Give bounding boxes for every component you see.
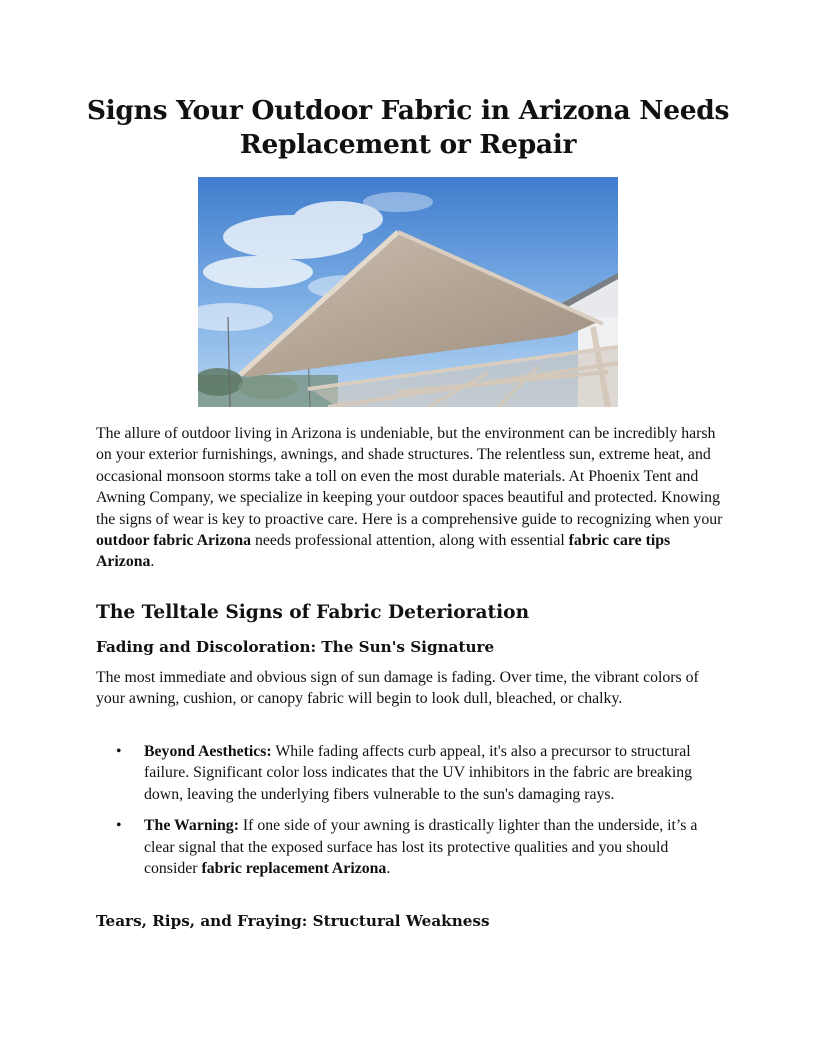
awning-illustration <box>198 177 618 407</box>
intro-text-1: The allure of outdoor living in Arizona is undeniable, but the environment can be incredibly harsh on your exterior furnishings, awnings, and shade structures. The relentless sun, extreme heat, and occasional monsoon storms take a toll on even the most durable materials. At Phoenix Tent and Awning Company, we specialize in keeping your outdoor spaces beautiful and protected. Knowing the signs of wear is key to proactive care. Here is a comprehensive guide to recognizing when your <box>96 425 723 528</box>
bullet-bold-keyword: fabric replacement Arizona <box>201 860 387 878</box>
intro-bold-keyword-1: outdoor fabric Arizona <box>96 532 252 550</box>
intro-text-2: needs professional attention, along with essential <box>251 532 569 550</box>
list-item <box>96 741 724 805</box>
intro-bold-keyword-2: fabric care tips Arizona <box>96 532 671 571</box>
intro-text-3: . <box>150 553 155 571</box>
bullet-tail: . <box>386 860 391 878</box>
bullet-label: The Warning: <box>144 817 239 835</box>
intro-paragraph <box>96 423 724 573</box>
fading-paragraph: The most immediate and obvious sign of sun damage is fading. Over time, the vibrant colors of your awning, cushion, or canopy fabric will begin to look dull, bleached, or chalky. <box>96 669 699 708</box>
list-item <box>96 815 724 879</box>
bullet-text: While fading affects curb appeal, it's also a precursor to structural failure. Significant color loss indicates that the UV inhibitors in the fabric are breaking down, leaving the underlying fibers vulnerable to the sun's damaging rays. <box>144 743 693 803</box>
section-heading: The Telltale Signs of Fabric Deterioration <box>96 602 530 623</box>
bullet-marker: • <box>116 743 122 760</box>
fading-bullet-list <box>96 741 724 889</box>
awning-photo <box>198 177 618 407</box>
document-title: Signs Your Outdoor Fabric in Arizona Needs Replacement or Repair <box>86 95 730 160</box>
bullet-text: If one side of your awning is drastically lighter than the underside, it’s a clear signal that the exposed surface has lost its protective qualities and you should consider <box>144 817 698 878</box>
bullet-label: Beyond Aesthetics: <box>144 743 272 760</box>
subsection-heading-fading: Fading and Discoloration: The Sun's Signature <box>96 638 495 656</box>
subsection-heading-tears: Tears, Rips, and Fraying: Structural Weakness <box>96 912 490 930</box>
bullet-marker: • <box>116 817 122 835</box>
